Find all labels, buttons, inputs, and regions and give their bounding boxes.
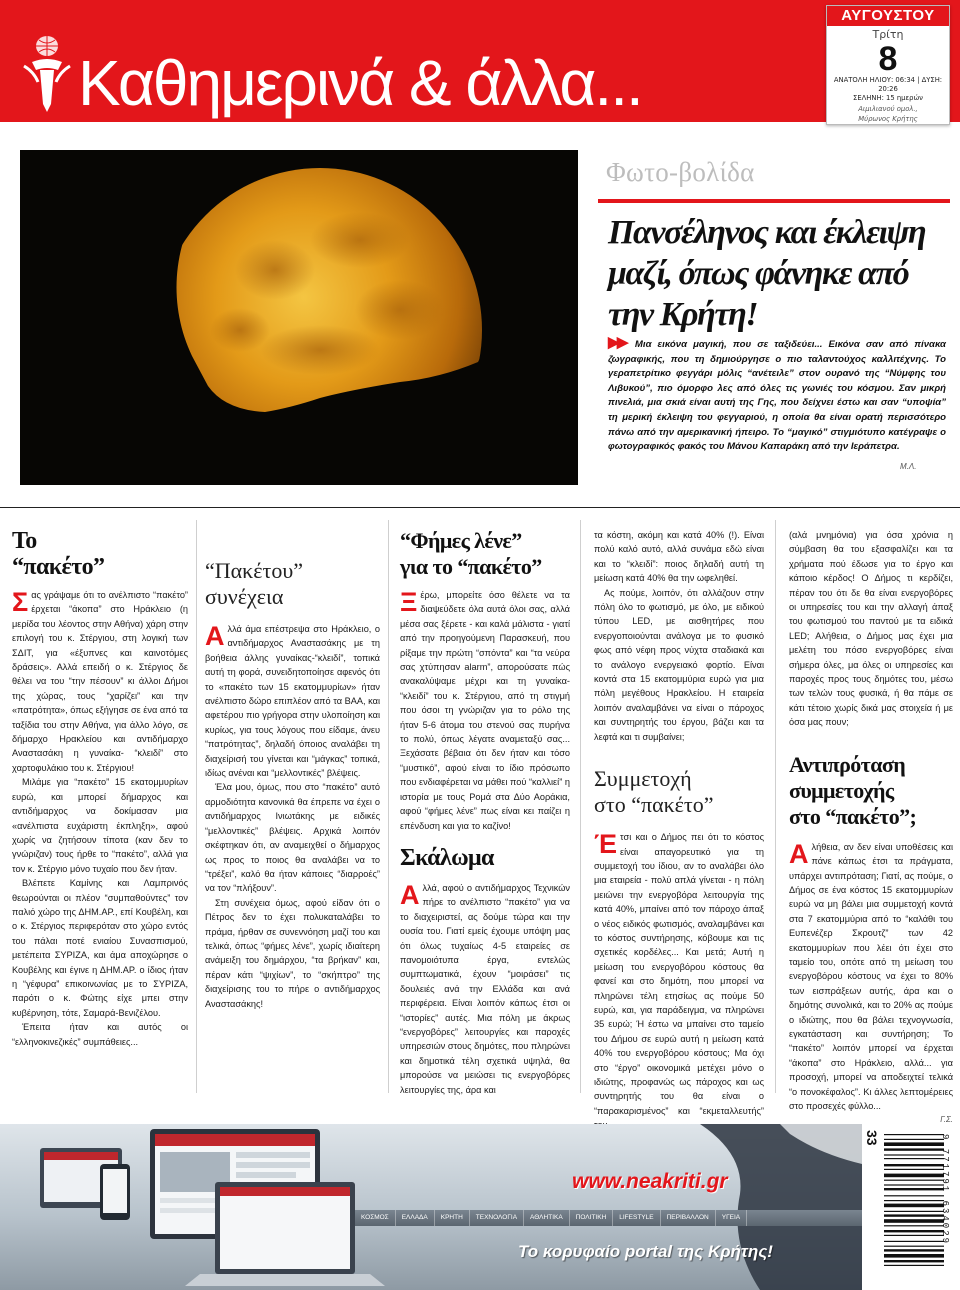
barcode-bar	[884, 1219, 944, 1223]
col5-paragraph: (αλά μνημόνια) για όσα χρόνια η σύμβαση θα του εξασφαλίζει και τα χρήματα πού έδωσε για το έργο και κάποιο κέρδος! Ο Δήμος τι κερδίζει, πέραν του ότι δε θα είναι ενεργοβόρες οι υπηρεσίες του και την αλλαγή άπαξ του φωτισμού του παντού με τα ειδικά LED; Αλήθεια, ο Δήμος μας έχει μια μελέτη του πόσο ενεργοβόρες είναι σήμερα όλες, μα όλες οι υπηρεσίες και παροχές προς τους δημότες του, μέσω των τελών τους φυσικά, ή θα πάμε σε κάτι τέτοιο χωρίς δικά μας στοιχεία ή με όσα μας πουν;	[789, 530, 953, 728]
ad-nav-item[interactable]: ΑΘΛΗΤΙΚΑ	[524, 1210, 570, 1226]
lighthouse-pen-logo	[18, 34, 76, 114]
barcode-bar	[884, 1195, 944, 1196]
barcode-bar	[884, 1200, 944, 1201]
col3-paragraph: Αλλά, αφού ο αντιδήμαρχος Τεχνικών πήρε το ανέλπιστο “πακέτο” για να το διαχειριστεί, ας δούμε τώρα και την ουσία του. Γιατί εμείς έχουμε υπόψη μας ότι όλως τυχαίως 4-5 εταιρείες σε πανομοιότυπα έργα, εντελώς συμπτωματικά, έχουν “μοιράσει” τις δουλειές ανά την Ελλάδα και ανά περιφέρεια. Είναι λοιπόν κάπως έτσι οι “ιστορίες” αυτές. Μια πόλη με άκρως “ενεργοβόρες” λειτουργίες και παροχές υπηρεσιών στους δημότες, που πληρώνει και δημοτικά τέλη σχετικά υψηλά, θα μπορούσε να μειώσει τις ενεργοβόρες λειτουργίες της, άρα και	[400, 879, 570, 1095]
barcode-bar	[884, 1188, 944, 1190]
col4-paragraph: Έτσι και ο Δήμος πει ότι το κόστος είναι απαγορευτικό για τη συμμετοχή του ίδιου, αν το αναλάβει όλο μια εταιρεία - πολύ απλά γίνεται - η πόλη μειώνει την ενεργοβόρα λειτουργία της κατά 40%, μπαίνει από τον πάροχο άπαξ ο νέος ειδικός φωτισμός, αναλαμβάνει και το κόστος συντήρησης, κόβουμε και τις σχετικές κορδέλες... Και μετά; Αυτή η μείωση του ενεργοβόρου κόστους θα φανεί και στο δημότη, που μπορεί να πληρώνει τέλη ετησίως ας πούμε 50 ευρώ, και, για παράδειγμα, να πληρώνει 35 ευρώ; Ή έστω να μπαίνει στο ταμείο του Δήμου σε ευρώ αυτή η μείωση κατά 40% του ενεργοβόρου κόστους; Μα όχι στο “έργο” οικονομικά μετέχει μόνο ο ιδιώτης, προφανώς ως πάροχος και ως συντηρητής του θα είναι ο “παρακαρισμένος” και “εκμεταλλευτής”	[594, 829, 764, 1116]
col3-title-line1: “Φήμες λένε”	[400, 528, 522, 553]
col1-paragraph: Βλέπετε Καμίνης και Λαμπρινός θεωρούνται οι πλέον “συμπαθούντες” τον παλιό χώρο της ΔΗΜ.ΑΡ., επί Κουβέλη, και ο κ. Στέργιος περιφερόταν στο χώρο εντός του πάλαι ποτέ ενιαίου Συνασπισμού, μετέπειτα ΣΥΡΙΖΑ, και άμα αποχώρησε ο Κουβέλης και έγινε η ΔΗΜ.ΑΡ. ο ίδιος ήταν η “γέφυρα” επικοινωνίας με το ΣΥΡΙΖΑ, παρότι ο κ. Φώτης είχε μπει στην κυβέρνηση, τότε, Σαμαρά-Βενιζέλου.	[12, 878, 188, 1018]
barcode-bar	[884, 1204, 944, 1208]
col5-title-line1: Αντιπρόταση	[789, 751, 906, 777]
ad-nav-item[interactable]: ΤΕΧΝΟΛΟΓΙΑ	[470, 1210, 524, 1226]
col1-paragraph: Έπειτα ήταν και αυτός οι “ελληνοκινεζικές” συμπάθειες...	[12, 1022, 188, 1047]
column-5	[789, 528, 953, 1128]
barcode-bar	[884, 1265, 944, 1266]
col1-title-line2: “πακέτο”	[12, 554, 105, 580]
ad-url[interactable]: www.neakriti.gr	[572, 1170, 728, 1193]
barcode-bar	[884, 1235, 944, 1236]
barcode-bar	[884, 1174, 944, 1178]
masthead	[0, 0, 960, 127]
headline-line3: την Κρήτη!	[608, 296, 758, 333]
column-rule	[196, 520, 197, 1093]
dropcap: Α	[400, 879, 420, 910]
dropcap: Α	[205, 621, 225, 651]
barcode-bar	[884, 1254, 944, 1258]
col5-title-line3: στο “πακέτο”;	[789, 803, 917, 829]
barcode-bar	[884, 1148, 944, 1150]
col2-paragraph: Αλλά άμα επέστρεψα στο Ηράκλειο, ο αντιδήμαρχος Αναστασάκης με τη βοήθεια άλλης γυναίκας-“κλειδί”, τοπικά αυτή τη φορά, συνειδητοποίησε αφενός ότι το «πακέτο των 15 εκατομμυρίων» ήταν ανέλπιστο δώρο επιπλέον από τα ΒΑΑ, και αφετέρου πιο γρήγορα στην υλοποίηση και κυρίως, για τους λόγους που είδαμε, άνευ “πατρότητας”, δηλαδή όποιος αναλάβει τη διαχείρισή του γίνεται και “μάγκας” τοπικά, ιδίως ανέναι και “μελλοντικές” βλέψεις.	[205, 621, 380, 779]
ad-nav-item[interactable]: ΥΓΕΙΑ	[716, 1210, 747, 1226]
col4-title-line2: στο “πακέτο”	[594, 792, 714, 818]
ad-artwork	[0, 1124, 862, 1290]
barcode-bar	[884, 1211, 944, 1212]
headline-line1: Πανσέληνος και έκλειψη	[608, 214, 926, 251]
col2-title-line1: “Πακέτου”	[205, 558, 304, 583]
col2-paragraph: Στη συνέχεια όμως, αφού είδαν ότι ο Πέτρος δεν το έχει πολυκαταλάβει το πράμα, ήρθαν σε συνεννόηση μαζί του και τελικά, όπως “φήμες λένε”, χωρίς ιδιαίτερη ανάμειξη του δημάρχου, “τα βρήκαν” και, πέραν κάτι “ψιχίων”, το “σκήπτρο” της διαχείρισης του το πήρε ο αντιδήμαρχος Αναστασάκης!	[205, 897, 380, 1009]
column-rule	[775, 520, 776, 1093]
section-label: Φωτο-βολίδα	[606, 157, 755, 187]
dropcap: Α	[789, 838, 809, 869]
barcode-bar	[884, 1230, 944, 1232]
column-3	[400, 528, 570, 1097]
barcode-bar	[884, 1158, 944, 1159]
col2-paragraph: Έλα μου, όμως, που στο “πακέτο” αυτό αρμοδιότητα κανονικά θα έπρεπε να έχει ο αντιδήμαρχος Ινιωτάκης με ειδικές “μελλοντικές” βλέψεις. Αρχικά λοιπόν σκέφτηκαν ότι, αν αναμειχθεί ο δήμαρχος ως προς το ποιος θα αναλάβει να το “τρέξει”, καλό θα ήταν κάποιες “διαρροές” να τον “πλήξουν”.	[205, 782, 380, 894]
col5-title-line2: συμμετοχής	[789, 777, 894, 803]
barcode-digits: 9 771791 634029	[940, 1134, 950, 1246]
saint-name-line1: Αιμιλιανού ομολ.,	[858, 105, 918, 113]
section-rule	[598, 199, 950, 203]
col4-paragraph: τα κόστη, ακόμη και κατά 40% (!). Είναι πολύ καλό αυτό, αλλά συνάμα εδώ είναι και το “κλειδί”: ποιος δηλαδή αυτή τη μείωση κατά 40% θα την ωφεληθεί.	[594, 530, 764, 584]
column-rule	[580, 520, 581, 1093]
section-divider	[0, 507, 960, 508]
date-day: 8	[878, 40, 898, 78]
col1-title-line1: Το	[12, 528, 37, 554]
moon-age: ΣΕΛΗΝΗ: 15 ημερών	[853, 94, 923, 102]
col1-paragraph: Σας γράψαμε ότι το ανέλπιστο “πακέτο” έρχεται “άκοπα” στο Ηράκλειο (η μερίδα του λέοντος στην Αθήνα) χάρη στην επιλογή του κ. Στέργιου, στη λογική των ΣΔΙΤ, για «έξυπνες και καινοτόμες δράσεις». Αλλά επειδή ο κ. Στέργιος δε θέλει να του “την πέσουν” κι άλλοι Δήμοι της χώρας, τους “χαρίζει” και την «πατρότητα», όπως εξήγησε σε ένα από τα ταξίδια του στην Αθήνα, για άλλο λόγο, σε δήμαρχο Ηρακλείου και αντιδήμαρχο Αναστασάκη η γυναίκα- “κλειδί” στο χαρτοφυλάκιο του κ. Στέργιου!	[12, 587, 188, 773]
col3-title-line2: για το “πακέτο”	[400, 554, 542, 579]
barcode-bar	[884, 1180, 944, 1181]
saint-name-line2: Μύρωνος Κρήτης	[858, 115, 918, 123]
dropcap: Σ	[12, 587, 29, 617]
barcode-bar	[884, 1142, 944, 1146]
barcode-bar	[884, 1164, 944, 1166]
barcode-bar	[884, 1134, 944, 1135]
barcode-bar	[884, 1249, 944, 1251]
col5-paragraph: Αλήθεια, αν δεν είναι υποθέσεις και πάνε κάπως έτσι τα πράγματα, υπάρχει αντιπρόταση; Γιατί, ας πούμε, ο Δήμος σε ένα κόστος 15 εκατομμυρίων ευρώ να μη βάλει μια συμμετοχή κοντά στα 7 εκατομμύρια από το “καλάθι του Ευπενέζερ Σκρουτζ” των 42 εκατομμυρίων που λέει ότι έχει στο ταμείο του, οπότε από τη μείωση του ενεργοβόρου κόστους να έχει το 80% των εισπράξεων αυτής, άρα και ο δημότης συνολικά, και το 20% ας πούμε ο ιδιώτης, που θα βάλει τεχνογνωσία, εγκατάσταση και συντήρηση; Το “πακέτο” λοιπόν μπορεί να έρχεται “άκοπα” στο Ηράκλειο, αλλά... για προσοχή, μπορεί να αποδειχτεί τελικά “ο πονοκέφαλος”. Κι άλλες λεπτομέρειες στο προσεχές φύλλο...	[789, 838, 953, 1111]
moon-eclipse-photo	[20, 150, 578, 485]
column-2	[205, 528, 380, 1011]
sunrise-sunset: ΑΝΑΤΟΛΗ ΗΛΙΟΥ: 06:34 | ΔΥΣΗ: 20:26	[833, 76, 943, 93]
masthead-title: Καθημερινά & άλλα...	[78, 47, 642, 119]
barcode-bar	[884, 1241, 944, 1242]
barcode-bar	[884, 1246, 944, 1247]
ad-tagline: Το κορυφαίο portal της Κρήτης!	[518, 1242, 773, 1261]
ad-nav-bar	[355, 1210, 862, 1226]
col3-subtitle: Σκάλωμα	[400, 844, 494, 871]
col5-signature: Γ.Σ.	[940, 1115, 953, 1125]
date-weekday: Τρίτη	[872, 28, 904, 41]
col4-paragraph: Ας πούμε, λοιπόν, ότι αλλάζουν στην πόλη όλο το φωτισμό, με όλο, με ειδικού τύπου LED, με αισθητήρες που ενεργοποιούνται ανάλογα με το φυσικό φως από νέφη προς νύχτα σταδιακά και το ανάλογο ενεργειακό φορτίο. Είναι κοντά στα 15 εκατομμύρια ευρώ για μια πόλη μεγέθους Ηρακλείου. Η εταιρεία λοιπόν αναλαμβάνει να είναι ο πάροχος και συντηρητής του έργου, βάζει και τα λεφτά και τι συμβαίνει;	[594, 587, 764, 742]
column-1	[12, 528, 188, 1049]
col4-title-line1: Συμμετοχή	[594, 766, 692, 792]
column-rule	[388, 520, 389, 1093]
feature-lead	[608, 334, 947, 455]
ad-nav-item[interactable]: ΕΛΛΑΔΑ	[396, 1210, 435, 1226]
barcode-bar	[884, 1169, 944, 1170]
barcode-bar	[884, 1139, 944, 1140]
headline-line2: μαζί, όπως φάνηκε από	[608, 255, 909, 292]
ad-nav-item[interactable]: ΚΡΗΤΗ	[435, 1210, 470, 1226]
col2-title-line2: συνέχεια	[205, 584, 284, 609]
barcode-bar	[884, 1225, 944, 1226]
dropcap: Ξ	[400, 587, 418, 617]
barcode-bar	[884, 1260, 944, 1262]
date-month: ΑΥΓΟΥΣΤΟΥ	[827, 6, 949, 26]
masthead-rule	[0, 122, 960, 127]
double-chevron-icon: ▶▶	[608, 334, 626, 351]
lead-text: Μια εικόνα μαγική, που σε ταξιδεύει... Εικόνα σαν από πίνακα ζωγραφικής, που τη δημιούργησε ο πιο ταλαντούχος καλλιτέχνης. Το γεραπετρίτικο φεγγάρι μόλις “ανέτειλε” στον ουρανό της “Νύμφης του Λιβυκού”, πιο όμορφο λες από όλες τις γωνιές του κόσμου. Σαν μικρή πινελιά, μια σκιά είναι αυτή της Γης, που δείχνει έστω και σαν “υποψία” τη μερική έκλειψη του φεγγαριού, η οποία θα είναι ορατή περισσότερο πάνω από την αμερικανική ήπειρο. Το “μαγικό” στιγμιότυπο κατέγραψε ο φωτογραφικός φακός του Μάνου Καπαράκη από την Ιεράπετρα.	[608, 339, 947, 453]
neakriti-advertisement[interactable]	[0, 1124, 862, 1290]
moon-image	[20, 150, 578, 485]
column-4	[594, 528, 764, 1133]
feature-headline	[608, 212, 948, 335]
barcode-bar	[884, 1154, 944, 1155]
ad-nav-item[interactable]: LIFESTYLE	[613, 1210, 660, 1226]
ad-nav-item[interactable]: ΠΕΡΙΒΑΛΛΟΝ	[661, 1210, 716, 1226]
barcode-bar	[884, 1184, 944, 1185]
barcode-bar	[884, 1214, 944, 1216]
ad-nav-item[interactable]: ΠΟΛΙΤΙΚΗ	[570, 1210, 614, 1226]
lead-author: Μ.Λ.	[900, 462, 917, 471]
date-box	[826, 5, 950, 125]
dropcap: Έ	[594, 829, 618, 860]
page-number: 33	[864, 1130, 880, 1146]
ad-nav-item[interactable]: ΚΟΣΜΟΣ	[355, 1210, 396, 1226]
col3-paragraph: Ξέρω, μπορείτε όσο θέλετε να τα διαψεύδετε όλα αυτά όλοι σας, αλλά μέσα σας ξέρετε - και καλά μάλιστα - γιατί από την προηγούμενη Παρασκευή, που ρίξαμε την πρώτη “σπόντα” και “τα νεύρα σας χτύπησαν alarm”, απορούσατε πώς ανακαλύψαμε μέχρι και τη γυναίκα- “κλειδί” του κ. Στέργιου, από τη στιγμή που όσοι τη γνώριζαν για το ρόλο της ήταν 5-6 άτομα του στενού σας πυρήνα το πολύ, όπως λέγατε αναμεταξύ σας... Ξεχάσατε βέβαια ότι δεν ήταν και τόσο “μυστικό”, αφού είναι το ίδιο πρόσωπο που ενδιαφέρεται να μάθει πού “καλλιεί” η ιστορία με τους Ρομά στα Δύο Αοράκια, αφού “φήμες λένε” πως είναι κει παίζει η επένδυση και για το καζίνο!	[400, 587, 570, 831]
col1-paragraph: Μιλάμε για “πακέτο” 15 εκατομμυρίων ευρώ, και μπορεί δήμαρχος και αντιδήμαρχος να δοκίμασαν μια «ανέλπιστα ευχάριστη έκπληξη», αφού χωρίς να ζητήσουν τίποτα (καν δεν το γνώριζαν) τους ήρθε το “πακέτο”, αλλά για τον κ. Στέργιο μόνο τυχαίο που δεν ήταν.	[12, 777, 188, 874]
